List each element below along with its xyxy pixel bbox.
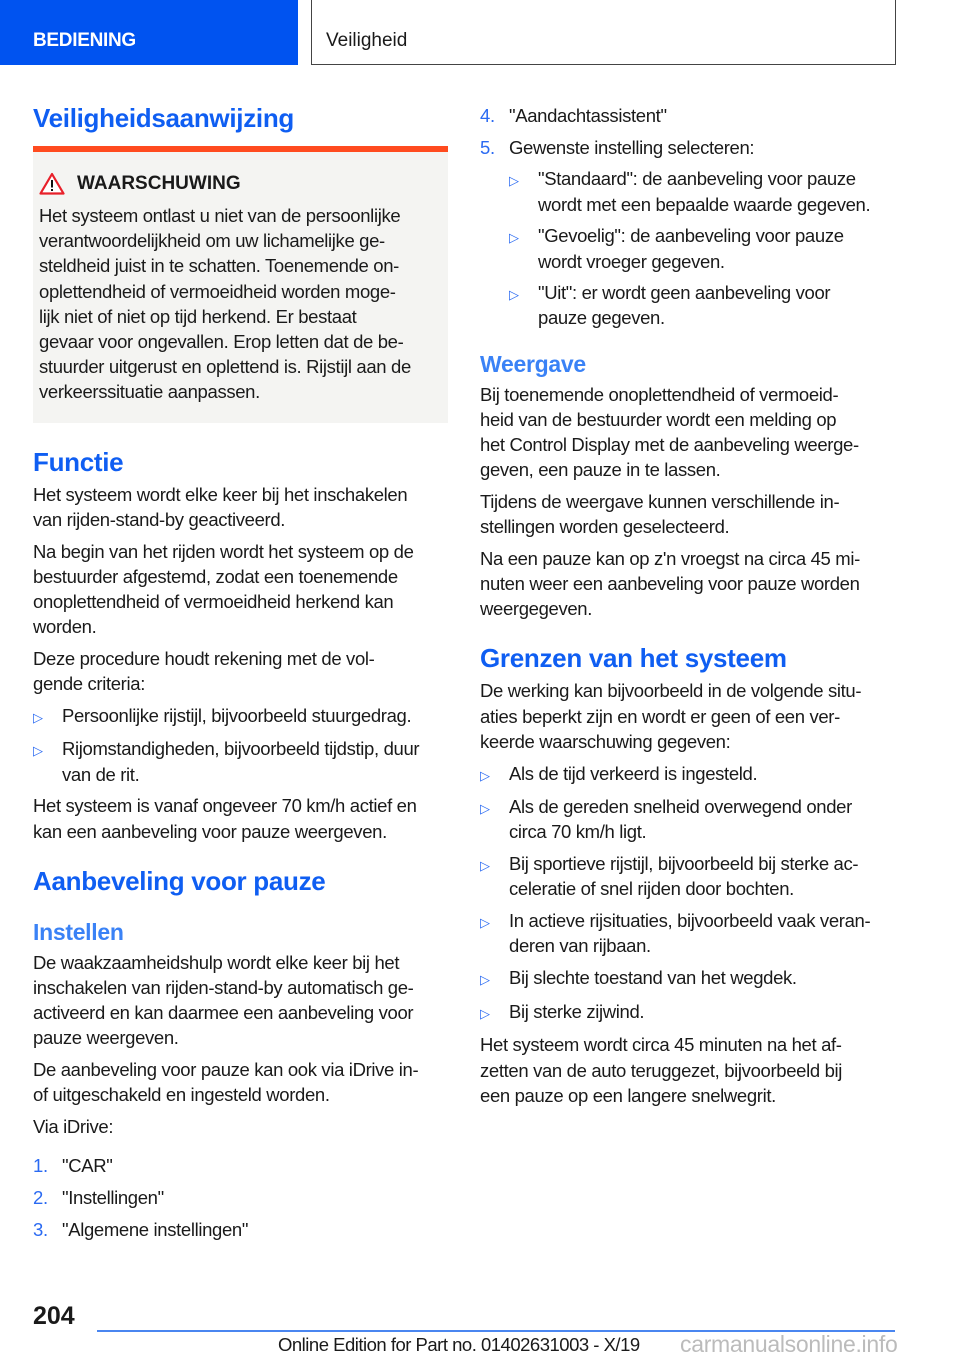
heading-weergave: Weergave [480,350,586,377]
step-number: 3. [33,1218,48,1240]
step-item [33,1153,453,1178]
bullet-text: Rijomstandigheden, bijvoorbeeld tijdstip, duur van de rit. [62,738,420,785]
bullet-triangle-icon: ▷ [33,709,43,725]
bullet-item [480,761,900,788]
bullet-text: Bij sportieve rijstijl, bijvoorbeeld bij sterke ac- celeratie of snel rijden door bochten. [509,853,859,900]
bullet-triangle-icon: ▷ [509,230,519,246]
step-text: "Instellingen" [62,1186,164,1208]
bullet-item [480,965,900,992]
bullet-item [33,736,453,786]
right-column [480,103,900,1115]
chapter-tab: Veiligheid [311,0,896,65]
bullet-triangle-icon: ▷ [509,173,519,189]
step-number: 5. [480,136,495,158]
step-text: "Aandachtassistent" [509,105,667,126]
bullet-triangle-icon: ▷ [480,801,490,817]
bullet-item [33,703,453,730]
step-item [33,1217,453,1242]
step-number: 2. [33,1186,48,1208]
option-text: "Gevoelig": de aanbeveling voor pauze wordt vroeger gegeven. [538,225,844,272]
bullet-triangle-icon: ▷ [480,1005,490,1021]
paragraph: Het systeem wordt circa 45 minuten na het af- zetten van de auto teruggezet, bijvoorbeeld bij een pauze op een langere snelwegrit. [480,1034,843,1106]
paragraph: Deze procedure houdt rekening met de vol- gende criteria: [33,647,375,695]
step-item [480,103,900,128]
bullet-triangle-icon: ▷ [480,915,490,931]
step-number: 4. [480,105,495,126]
paragraph: Het systeem is vanaf ongeveer 70 km/h actief en kan een aanbeveling voor pauze weergeven. [33,795,417,842]
bullet-item [480,908,900,958]
heading-functie: Functie [33,446,124,477]
paragraph: Tijdens de weergave kunnen verschillende in- stellingen worden geselecteerd. [480,490,840,538]
bullet-text: Bij slechte toestand van het wegdek. [509,966,797,988]
option-list [480,166,900,330]
option-text: "Uit": er wordt geen aanbeveling voor pauze gegeven. [538,282,831,329]
bullet-text: In actieve rijsituaties, bijvoorbeeld vaak veran- deren van rijbaan. [509,910,871,957]
section-tab: BEDIENING [0,0,298,65]
bullet-item [480,999,900,1026]
paragraph: Na een pauze kan op z'n vroegst na circa 45 mi- nuten weer een aanbeveling voor pauze worden weergegeven. [480,547,860,620]
left-column [33,103,453,1248]
edition-text: Online Edition for Part no. 01402631003 - X/19 [278,1334,640,1355]
page-number: 204 [33,1302,75,1330]
warning-title [39,172,442,195]
step-number: 1. [33,1155,48,1177]
bullet-item [480,794,900,844]
paragraph: Via iDrive: [33,1115,114,1137]
option-item [509,280,900,330]
option-text: "Standaard": de aanbeveling voor pauze wordt met een bepaalde waarde gegeven. [538,168,871,215]
heading-veiligheidsaanwijzing: Veiligheidsaanwijzing [33,103,294,133]
bullet-triangle-icon: ▷ [480,767,490,783]
step-text: Gewenste instelling selecteren: [509,136,755,158]
warning-text: Het systeem ontlast u niet van de persoonlijke verantwoordelijkheid om uw lichamelijke ge- steldheid juist in te schatten. Toenemende on- oplettendheid of vermoeidheid worden moge- lijk niet of niet op tijd herkend. Er bestaat gevaar voor ongevallen. Erop letten dat de be- stuurder uitgerust en oplettend is. Rijstijl aan de verkeerssituatie aanpassen. [39,205,411,403]
watermark: carmanualsonline.info [680,1331,898,1357]
step-item [33,1185,453,1210]
warning-box [33,146,448,423]
bullet-text: Bij sterke zijwind. [509,1000,645,1022]
paragraph: Het systeem wordt elke keer bij het inschakelen van rijden-stand-by geactiveerd. [33,483,408,530]
heading-instellen: Instellen [33,918,124,945]
bullet-item [480,851,900,901]
bullet-text: Als de tijd verkeerd is ingesteld. [509,762,758,784]
step-item [480,135,900,160]
bullet-triangle-icon: ▷ [480,858,490,874]
bullet-triangle-icon: ▷ [33,743,43,759]
step-text: "Algemene instellingen" [62,1218,249,1240]
paragraph: De aanbeveling voor pauze kan ook via iDrive in- of uitgeschakeld en ingesteld worden. [33,1059,419,1106]
bullet-triangle-icon: ▷ [509,287,519,303]
paragraph: De werking kan bijvoorbeeld in de volgende situ- aties beperkt zijn en wordt er geen of een ver- keerde waarschuwing gegeven: [480,680,862,752]
heading-grenzen: Grenzen van het systeem [480,643,787,674]
option-item [509,223,900,273]
bullet-text: Persoonlijke rijstijl, bijvoorbeeld stuurgedrag. [62,704,412,726]
paragraph: De waakzaamheidshulp wordt elke keer bij het inschakelen van rijden-stand-by automatisch ge- activeerd en kan daarmee een aanbeveling voor pauze weergeven. [33,951,414,1049]
warning-triangle-icon [39,172,65,195]
option-item [509,166,900,216]
paragraph: Na begin van het rijden wordt het systeem op de bestuurder afgestemd, zodat een toenemende onoplettendheid of vermoeidheid herkend kan worden. [33,540,414,638]
paragraph: Bij toenemende onoplettendheid of vermoeid- heid van de bestuurder wordt een melding op het Control Display met de aanbeveling weerge- geven, een pauze in te lassen. [480,383,859,481]
warning-label: WAARSCHUWING [77,172,241,194]
heading-aanbeveling-voor-pauze: Aanbeveling voor pauze [33,865,326,896]
bullet-text: Als de gereden snelheid overwegend onder circa 70 km/h ligt. [509,796,852,843]
bullet-triangle-icon: ▷ [480,971,490,987]
step-text: "CAR" [62,1155,113,1177]
